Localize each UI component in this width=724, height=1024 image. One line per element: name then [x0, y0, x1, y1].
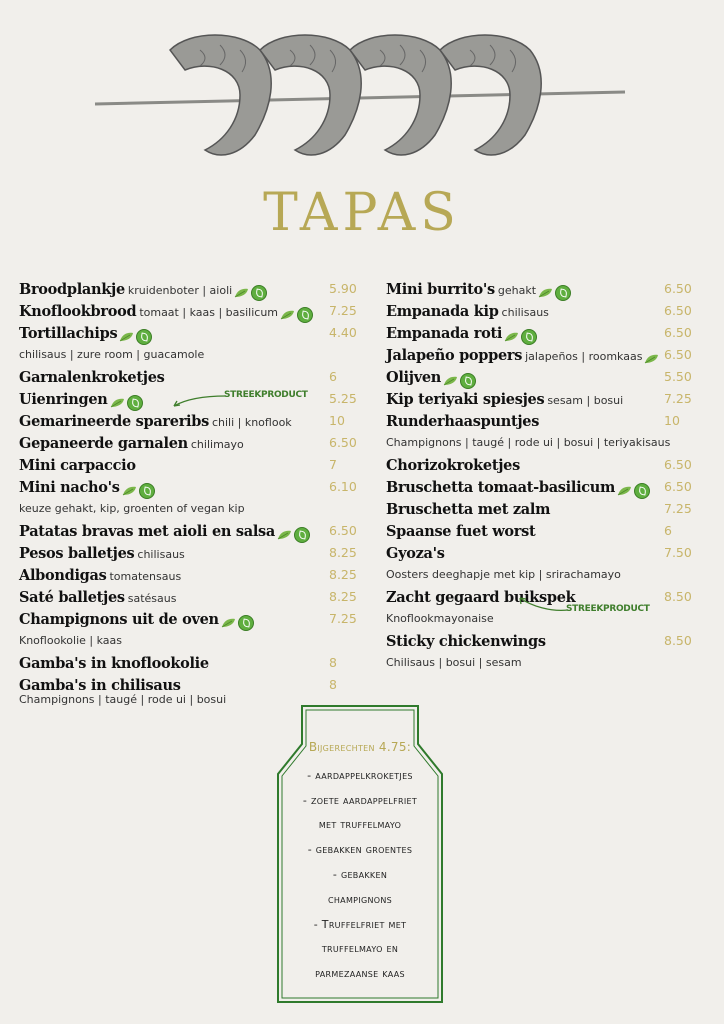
item-description: chili | knoflook	[211, 416, 292, 429]
side-dish-line: - gebakken	[332, 867, 388, 881]
item-price: 8	[329, 677, 337, 692]
leaf-icon	[644, 354, 659, 364]
menu-item	[19, 674, 359, 696]
item-subtext: keuze gehakt, kip, groenten of vegan kip	[19, 502, 245, 515]
item-price: 6.50	[664, 325, 692, 340]
item-description: tomatensaus	[109, 570, 182, 583]
item-name: Runderhaaspuntjes	[386, 413, 540, 430]
menu-item	[19, 586, 359, 608]
item-name: Mini nacho's	[19, 479, 120, 496]
item-price: 7.25	[329, 303, 357, 318]
item-subtext: chilisaus | zure room | guacamole	[19, 348, 205, 361]
item-price: 5.90	[329, 281, 357, 296]
streekproduct-label-uienringen: STREEKPRODUCT	[224, 390, 308, 400]
item-price: 7.25	[664, 501, 692, 516]
item-name: Garnalenkroketjes	[19, 369, 165, 386]
menu-item	[19, 652, 359, 674]
menu-item	[386, 630, 694, 652]
item-price: 4.40	[329, 325, 357, 340]
leaf-icon	[280, 310, 295, 320]
shrimp-skewer-illustration	[90, 20, 630, 180]
item-name: Empanada kip	[386, 303, 499, 320]
item-price: 6.50	[664, 347, 692, 362]
item-name: Spaanse fuet worst	[386, 523, 536, 540]
page-title: TAPAS	[263, 183, 461, 243]
item-price: 7.50	[664, 545, 692, 560]
item-name: Gyoza's	[386, 545, 445, 562]
leaf-icon	[443, 376, 458, 386]
leaf-icon	[221, 618, 236, 628]
item-price: 5.50	[664, 369, 692, 384]
item-price: 6	[664, 523, 672, 538]
item-name: Chorizokroketjes	[386, 457, 520, 474]
item-description: chilimayo	[190, 438, 244, 451]
menu-item	[19, 454, 359, 476]
streekproduct-label-buikspek: STREEKPRODUCT	[566, 604, 650, 614]
vegan-badge-icon	[136, 329, 152, 345]
item-name: Zacht gegaard buikspek	[386, 589, 576, 606]
side-dish-line: champignons	[327, 892, 392, 906]
leaf-icon	[119, 332, 134, 342]
item-price: 6.50	[664, 457, 692, 472]
item-price: 6.50	[329, 435, 357, 450]
item-name: Olijven	[386, 369, 441, 386]
item-price: 10	[664, 413, 680, 428]
leaf-icon	[504, 332, 519, 342]
menu-item	[386, 454, 694, 476]
menu-item	[19, 366, 359, 388]
item-subtext: Knoflookolie | kaas	[19, 634, 122, 647]
arrow-icon	[168, 394, 228, 412]
item-name: Bruschetta met zalm	[386, 501, 551, 518]
item-description: satésaus	[127, 592, 177, 605]
item-name: Pesos balletjes	[19, 545, 135, 562]
item-price: 6.50	[329, 523, 357, 538]
leaf-icon	[538, 288, 553, 298]
left-menu-column	[19, 278, 359, 707]
item-price: 10	[329, 413, 345, 428]
vegan-badge-icon	[460, 373, 476, 389]
leaf-icon	[277, 530, 292, 540]
menu-item	[19, 542, 359, 564]
item-price: 8.50	[664, 589, 692, 604]
item-name: Tortillachips	[19, 325, 118, 342]
item-price: 8.25	[329, 589, 357, 604]
menu-item	[19, 410, 359, 432]
item-price: 7.25	[329, 611, 357, 626]
item-name: Patatas bravas met aioli en salsa	[19, 523, 276, 540]
side-dish-line: - aardappelkroketjes	[307, 768, 413, 782]
menu-item	[386, 476, 694, 498]
menu-item	[386, 388, 694, 410]
side-dish-line: - zoete aardappelfriet	[302, 793, 418, 807]
item-price: 8.25	[329, 545, 357, 560]
item-price: 6.50	[664, 479, 692, 494]
vegan-badge-icon	[521, 329, 537, 345]
item-description: gehakt	[497, 284, 537, 297]
item-name: Saté balletjes	[19, 589, 125, 606]
vegan-badge-icon	[251, 285, 267, 301]
vegan-badge-icon	[634, 483, 650, 499]
item-price: 7.25	[664, 391, 692, 406]
item-description: kruidenboter | aioli	[127, 284, 233, 297]
menu-item	[386, 542, 694, 564]
menu-item	[386, 520, 694, 542]
item-name: Champignons uit de oven	[19, 611, 219, 628]
vegan-badge-icon	[238, 615, 254, 631]
item-description: jalapeños | roomkaas	[525, 350, 643, 363]
menu-item	[386, 498, 694, 520]
side-dish-line: - Truffelfriet met	[313, 917, 407, 931]
leaf-icon	[110, 398, 125, 408]
item-name: Broodplankje	[19, 281, 125, 298]
menu-item	[386, 278, 694, 300]
menu-item	[19, 608, 359, 630]
bijgerechten-list	[276, 735, 444, 987]
item-price: 8.25	[329, 567, 357, 582]
menu-item	[386, 300, 694, 322]
vegan-badge-icon	[555, 285, 571, 301]
menu-item	[19, 564, 359, 586]
side-dish-line: parmezaanse kaas	[315, 967, 405, 981]
item-price: 6.50	[664, 303, 692, 318]
item-price: 6	[329, 369, 337, 384]
side-dish-line: truffelmayo en	[321, 942, 399, 956]
menu-item	[19, 476, 359, 498]
leaf-icon	[122, 486, 137, 496]
side-dish-line: - gebakken groentes	[307, 843, 413, 857]
item-price: 6.50	[664, 281, 692, 296]
menu-item	[386, 366, 694, 388]
leaf-icon	[617, 486, 632, 496]
menu-item	[386, 322, 694, 344]
item-name: Empanada roti	[386, 325, 503, 342]
item-name: Knoflookbrood	[19, 303, 137, 320]
menu-item	[386, 410, 694, 432]
item-subtext: Champignons | taugé | rode ui | bosui	[19, 693, 227, 706]
item-name: Albondigas	[19, 567, 107, 584]
vegan-badge-icon	[294, 527, 310, 543]
item-name: Jalapeño poppers	[386, 347, 523, 364]
leaf-icon	[234, 288, 249, 298]
item-description: tomaat | kaas | basilicum	[139, 306, 279, 319]
item-name: Mini burrito's	[386, 281, 495, 298]
item-price: 5.25	[329, 391, 357, 406]
item-price: 6.10	[329, 479, 357, 494]
vegan-badge-icon	[139, 483, 155, 499]
item-name: Gepaneerde garnalen	[19, 435, 188, 452]
item-subtext: Knoflookmayonaise	[386, 612, 494, 625]
item-name: Gamba's in chilisaus	[19, 677, 181, 694]
arrow-icon	[516, 596, 570, 616]
vegan-badge-icon	[127, 395, 143, 411]
item-subtext: Champignons | taugé | rode ui | bosui | teriyakisaus	[386, 436, 671, 449]
item-price: 7	[329, 457, 337, 472]
menu-item	[19, 300, 359, 322]
menu-item	[386, 344, 694, 366]
item-name: Uienringen	[19, 391, 108, 408]
item-name: Sticky chickenwings	[386, 633, 546, 650]
item-description: chilisaus	[501, 306, 549, 319]
item-description: chilisaus	[137, 548, 185, 561]
item-price: 8.50	[664, 633, 692, 648]
item-subtext: Chilisaus | bosui | sesam	[386, 656, 522, 669]
menu-item	[19, 520, 359, 542]
side-dish-line: met truffelmayo	[318, 818, 402, 832]
item-name: Kip teriyaki spiesjes	[386, 391, 545, 408]
item-subtext: Oosters deeghapje met kip | srirachamayo	[386, 568, 621, 581]
menu-item	[19, 278, 359, 300]
item-name: Gemarineerde spareribs	[19, 413, 209, 430]
menu-item	[19, 432, 359, 454]
item-price: 8	[329, 655, 337, 670]
item-description: sesam | bosui	[547, 394, 624, 407]
item-name: Bruschetta tomaat-basilicum	[386, 479, 616, 496]
bijgerechten-title: Bijgerechten 4.75:	[308, 740, 412, 754]
vegan-badge-icon	[297, 307, 313, 323]
item-name: Gamba's in knoflookolie	[19, 655, 209, 672]
item-name: Mini carpaccio	[19, 457, 136, 474]
menu-item	[19, 322, 359, 344]
